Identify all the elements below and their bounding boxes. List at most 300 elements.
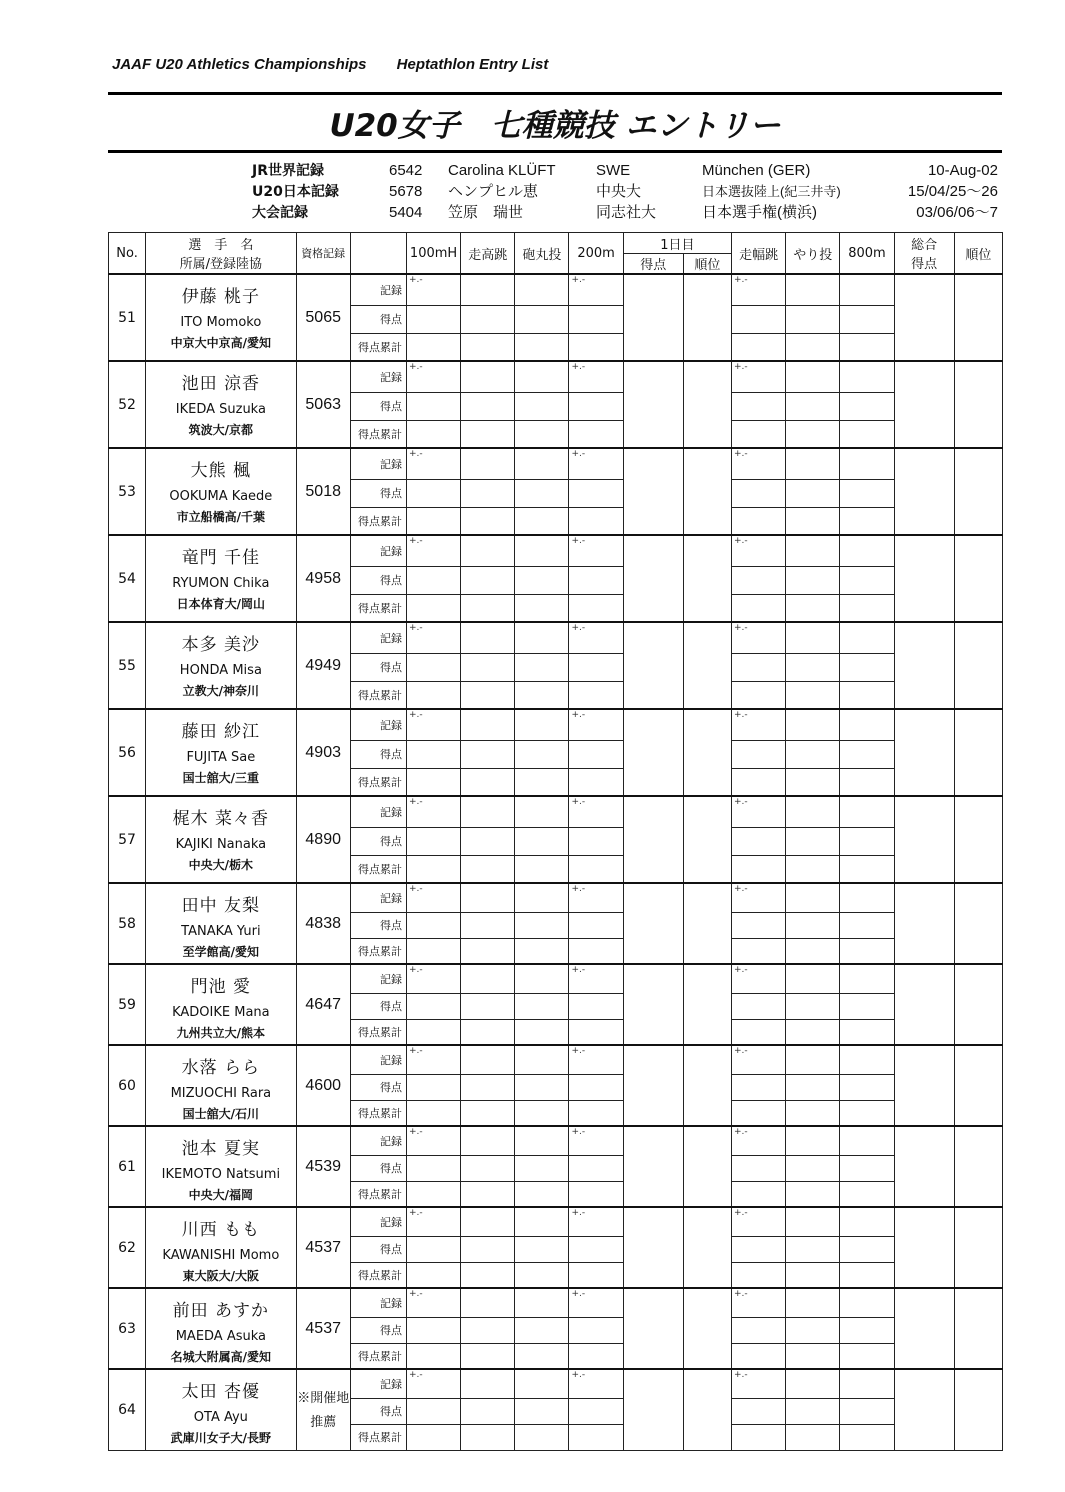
result-cell	[786, 938, 840, 964]
athlete-name-jp: 前田 あすか	[172, 1301, 270, 1321]
athlete-name-en: KAWANISHI Momo	[162, 1248, 280, 1263]
result-cell	[786, 1181, 840, 1207]
result-cell	[515, 1181, 569, 1207]
result-cell	[461, 1207, 515, 1236]
result-cell	[569, 479, 623, 507]
result-cell	[840, 653, 894, 681]
result-cell	[406, 333, 460, 361]
athlete-affiliation: 中央大/栃木	[188, 858, 254, 872]
day1-rank-cell	[683, 448, 731, 535]
result-cell	[406, 938, 460, 964]
wind-cell: +.-	[732, 1126, 786, 1155]
row-label: 得点	[350, 740, 406, 768]
result-cell	[406, 1019, 460, 1045]
day1-points-cell	[623, 883, 683, 964]
result-cell	[515, 1126, 569, 1155]
result-cell	[406, 1317, 460, 1343]
result-cell	[732, 1398, 786, 1424]
table-row	[109, 964, 1003, 993]
result-cell	[786, 448, 840, 479]
result-cell	[840, 1236, 894, 1262]
document-header	[112, 56, 548, 73]
total-points-cell	[894, 796, 954, 883]
col-name	[146, 233, 297, 275]
result-cell	[515, 768, 569, 796]
athlete-name-jp: 梶木 菜々香	[172, 809, 270, 829]
wind-cell: +.-	[732, 1045, 786, 1074]
result-cell	[786, 1369, 840, 1398]
result-cell	[840, 1045, 894, 1074]
athlete-name-en: OOKUMA Kaede	[169, 489, 273, 504]
col-event-6: やり投	[786, 233, 840, 275]
list-name: Heptathlon Entry List	[396, 56, 549, 73]
result-cell	[406, 1236, 460, 1262]
athlete-name-cell	[146, 274, 297, 361]
col-event-2: 走高跳	[461, 233, 515, 275]
result-cell	[840, 1317, 894, 1343]
athlete-number: 53	[109, 448, 146, 535]
qualifying-mark: 4958	[296, 535, 350, 622]
col-row-label	[350, 233, 406, 275]
result-cell	[840, 1262, 894, 1288]
wind-cell: +.-	[406, 622, 460, 653]
result-cell	[840, 1369, 894, 1398]
col-total	[894, 233, 954, 275]
result-cell	[786, 964, 840, 993]
page-title: U20女子 七種競技 エントリー	[329, 108, 781, 144]
result-cell	[569, 594, 623, 622]
result-cell	[840, 448, 894, 479]
result-cell	[569, 1317, 623, 1343]
athlete-name-en: ITO Momoko	[180, 315, 262, 330]
athlete-affiliation: 日本体育大/岡山	[176, 597, 266, 611]
wind-cell: +.-	[732, 622, 786, 653]
result-cell	[786, 622, 840, 653]
result-cell	[732, 1262, 786, 1288]
row-label: 得点累計	[350, 507, 406, 535]
record-points: 5404	[389, 204, 423, 221]
result-cell	[786, 855, 840, 883]
result-cell	[569, 507, 623, 535]
wind-cell: +.-	[406, 274, 460, 305]
result-cell	[461, 912, 515, 938]
result-cell	[515, 1343, 569, 1369]
table-row	[109, 448, 1003, 479]
col-rank: 順位	[954, 233, 1002, 275]
row-label: 記録	[350, 709, 406, 740]
result-cell	[786, 1424, 840, 1450]
row-label: 得点累計	[350, 594, 406, 622]
day1-points-cell	[623, 361, 683, 448]
result-cell	[840, 855, 894, 883]
championship-name: JAAF U20 Athletics Championships	[112, 56, 367, 73]
record-points: 6542	[389, 162, 423, 179]
result-cell	[569, 392, 623, 420]
wind-cell: +.-	[569, 709, 623, 740]
table-row	[109, 361, 1003, 392]
result-cell	[840, 681, 894, 709]
col-total-bottom: 得点	[911, 257, 938, 272]
result-cell	[515, 1019, 569, 1045]
wind-cell: +.-	[569, 1045, 623, 1074]
athlete-affiliation: 中央大/福岡	[188, 1188, 254, 1202]
result-cell	[515, 1369, 569, 1398]
result-cell	[569, 1398, 623, 1424]
result-cell	[406, 479, 460, 507]
total-points-cell	[894, 709, 954, 796]
result-cell	[840, 535, 894, 566]
result-cell	[840, 361, 894, 392]
col-total-top: 総合	[911, 238, 938, 253]
rank-cell	[954, 709, 1002, 796]
result-cell	[406, 1155, 460, 1181]
result-cell	[840, 305, 894, 333]
result-cell	[515, 1045, 569, 1074]
qualifying-mark: 4890	[296, 796, 350, 883]
row-label: 記録	[350, 883, 406, 912]
row-label: 得点	[350, 1317, 406, 1343]
result-cell	[461, 1019, 515, 1045]
result-cell	[786, 1398, 840, 1424]
athlete-name-en: MAEDA Asuka	[175, 1329, 267, 1344]
table-row	[109, 883, 1003, 912]
athlete-name-jp: 池本 夏実	[181, 1139, 261, 1159]
record-name: ヘンプヒル恵	[448, 183, 539, 200]
day1-points-cell	[623, 964, 683, 1045]
result-cell	[840, 1100, 894, 1126]
wind-cell: +.-	[732, 274, 786, 305]
result-cell	[786, 740, 840, 768]
col-name-top: 選 手 名	[188, 238, 254, 253]
athlete-affiliation: 九州共立大/熊本	[176, 1026, 266, 1040]
result-cell	[732, 566, 786, 594]
result-cell	[732, 1343, 786, 1369]
row-label: 得点累計	[350, 420, 406, 448]
result-cell	[786, 507, 840, 535]
day1-points-cell	[623, 274, 683, 361]
result-cell	[515, 448, 569, 479]
result-cell	[840, 479, 894, 507]
result-cell	[515, 709, 569, 740]
day1-rank-cell	[683, 361, 731, 448]
table-row	[109, 1126, 1003, 1155]
result-cell	[515, 333, 569, 361]
row-label: 記録	[350, 964, 406, 993]
day1-points-cell	[623, 448, 683, 535]
col-event-3: 砲丸投	[515, 233, 569, 275]
result-cell	[461, 938, 515, 964]
row-label: 記録	[350, 1045, 406, 1074]
wind-cell: +.-	[569, 1369, 623, 1398]
wind-cell: +.-	[569, 361, 623, 392]
result-cell	[569, 1236, 623, 1262]
result-cell	[515, 912, 569, 938]
athlete-affiliation: 市立船橋高/千葉	[176, 510, 266, 524]
result-cell	[515, 622, 569, 653]
result-cell	[515, 566, 569, 594]
wind-cell: +.-	[732, 1288, 786, 1317]
athlete-name-en: HONDA Misa	[179, 663, 262, 678]
wind-cell: +.-	[406, 1045, 460, 1074]
day1-rank-cell	[683, 274, 731, 361]
athlete-number: 64	[109, 1369, 146, 1450]
record-label: 大会記録	[252, 205, 308, 221]
athlete-number: 57	[109, 796, 146, 883]
result-cell	[840, 993, 894, 1019]
result-cell	[569, 768, 623, 796]
result-cell	[406, 1100, 460, 1126]
result-cell	[406, 1074, 460, 1100]
result-cell	[461, 535, 515, 566]
result-cell	[569, 1424, 623, 1450]
row-label: 記録	[350, 535, 406, 566]
qualifying-mark: 4539	[296, 1126, 350, 1207]
row-label: 得点累計	[350, 855, 406, 883]
result-cell	[515, 1100, 569, 1126]
total-points-cell	[894, 964, 954, 1045]
result-cell	[732, 507, 786, 535]
athlete-name-en: MIZUOCHI Rara	[170, 1086, 272, 1101]
result-cell	[786, 1045, 840, 1074]
result-cell	[461, 1100, 515, 1126]
result-cell	[840, 1155, 894, 1181]
result-cell	[786, 566, 840, 594]
result-cell	[406, 855, 460, 883]
record-place: München (GER)	[702, 162, 811, 179]
total-points-cell	[894, 1288, 954, 1369]
wind-cell: +.-	[569, 274, 623, 305]
athlete-name-cell	[146, 1045, 297, 1126]
result-cell	[515, 883, 569, 912]
athlete-name-cell	[146, 1288, 297, 1369]
result-cell	[461, 1424, 515, 1450]
result-cell	[840, 796, 894, 827]
result-cell	[461, 964, 515, 993]
result-cell	[461, 855, 515, 883]
result-cell	[732, 740, 786, 768]
result-cell	[406, 305, 460, 333]
athlete-name-en: IKEMOTO Natsumi	[161, 1167, 281, 1182]
result-cell	[515, 681, 569, 709]
day1-points-cell	[623, 1207, 683, 1288]
athlete-name-cell	[146, 709, 297, 796]
athlete-name-jp: 田中 友梨	[181, 896, 261, 916]
result-cell	[786, 1155, 840, 1181]
athlete-name-en: FUJITA Sae	[186, 750, 256, 765]
result-cell	[515, 479, 569, 507]
row-label: 得点	[350, 827, 406, 855]
result-cell	[461, 333, 515, 361]
result-cell	[840, 1343, 894, 1369]
result-cell	[786, 1262, 840, 1288]
rank-cell	[954, 796, 1002, 883]
day1-points-cell	[623, 709, 683, 796]
record-place: 日本選抜陸上(紀三井寺)	[702, 184, 841, 199]
table-row	[109, 1288, 1003, 1317]
athlete-number: 63	[109, 1288, 146, 1369]
result-cell	[840, 964, 894, 993]
athlete-affiliation: 武庫川女子大/長野	[170, 1431, 272, 1445]
result-cell	[461, 827, 515, 855]
result-cell	[406, 912, 460, 938]
result-cell	[461, 274, 515, 305]
wind-cell: +.-	[732, 1369, 786, 1398]
result-cell	[786, 993, 840, 1019]
wind-cell: +.-	[569, 796, 623, 827]
result-cell	[461, 1288, 515, 1317]
row-label: 得点	[350, 653, 406, 681]
result-cell	[786, 1288, 840, 1317]
result-cell	[515, 796, 569, 827]
record-label: U20日本記録	[252, 184, 339, 200]
record-date: 15/04/25～26	[907, 183, 998, 200]
result-cell	[732, 333, 786, 361]
result-cell	[461, 594, 515, 622]
result-cell	[461, 1181, 515, 1207]
rank-cell	[954, 1126, 1002, 1207]
qualifying-mark: 4600	[296, 1045, 350, 1126]
result-cell	[786, 479, 840, 507]
result-cell	[515, 827, 569, 855]
result-cell	[732, 1181, 786, 1207]
result-cell	[840, 333, 894, 361]
qualifying-mark: 4537	[296, 1207, 350, 1288]
wind-cell: +.-	[732, 448, 786, 479]
rank-cell	[954, 535, 1002, 622]
result-cell	[569, 912, 623, 938]
row-label: 得点	[350, 1074, 406, 1100]
day1-rank-cell	[683, 1126, 731, 1207]
athlete-name-jp: 本多 美沙	[181, 635, 261, 655]
athlete-number: 59	[109, 964, 146, 1045]
result-cell	[732, 993, 786, 1019]
result-cell	[840, 1126, 894, 1155]
result-cell	[840, 1181, 894, 1207]
athlete-name-jp: 太田 杏優	[181, 1382, 261, 1402]
row-label: 記録	[350, 796, 406, 827]
result-cell	[569, 827, 623, 855]
athlete-name-cell	[146, 796, 297, 883]
result-cell	[786, 361, 840, 392]
table-row	[109, 274, 1003, 305]
day1-points-cell	[623, 1288, 683, 1369]
rank-cell	[954, 274, 1002, 361]
wind-cell: +.-	[569, 1126, 623, 1155]
result-cell	[569, 740, 623, 768]
result-cell	[840, 392, 894, 420]
athlete-affiliation: 国士舘大/三重	[182, 771, 260, 785]
total-points-cell	[894, 274, 954, 361]
row-label: 得点	[350, 392, 406, 420]
result-cell	[732, 855, 786, 883]
record-label: JR世界記録	[252, 163, 324, 179]
day1-points-cell	[623, 1126, 683, 1207]
result-cell	[515, 1424, 569, 1450]
athlete-name-cell	[146, 448, 297, 535]
record-date: 10-Aug-02	[927, 162, 998, 179]
result-cell	[732, 1100, 786, 1126]
result-cell	[515, 1207, 569, 1236]
result-cell	[515, 855, 569, 883]
athlete-name-cell	[146, 622, 297, 709]
athlete-affiliation: 至学館高/愛知	[182, 945, 260, 959]
day1-points-cell	[623, 1369, 683, 1450]
athlete-number: 56	[109, 709, 146, 796]
result-cell	[732, 1317, 786, 1343]
result-cell	[569, 681, 623, 709]
result-cell	[569, 993, 623, 1019]
day1-rank-cell	[683, 1369, 731, 1450]
record-name: 笠原 瑞世	[448, 204, 524, 221]
qualifying-mark: 4838	[296, 883, 350, 964]
qualifying-mark: 4903	[296, 709, 350, 796]
wind-cell: +.-	[732, 796, 786, 827]
record-date: 03/06/06～7	[916, 204, 998, 221]
record-place: 日本選手権(横浜)	[702, 204, 817, 221]
result-cell	[786, 1126, 840, 1155]
table-row	[109, 1045, 1003, 1074]
wind-cell: +.-	[732, 361, 786, 392]
result-cell	[515, 392, 569, 420]
col-name-bottom: 所属/登録陸協	[179, 257, 263, 272]
wind-cell: +.-	[406, 448, 460, 479]
table-row	[109, 535, 1003, 566]
wind-cell: +.-	[732, 964, 786, 993]
result-cell	[569, 1181, 623, 1207]
result-cell	[840, 1398, 894, 1424]
result-cell	[732, 653, 786, 681]
result-cell	[840, 1019, 894, 1045]
rank-cell	[954, 1045, 1002, 1126]
result-cell	[840, 827, 894, 855]
qualifying-mark: ※開催地推薦	[296, 1369, 350, 1450]
athlete-name-cell	[146, 1369, 297, 1450]
result-cell	[461, 993, 515, 1019]
athlete-name-en: KADOIKE Mana	[172, 1005, 270, 1020]
athlete-name-cell	[146, 1126, 297, 1207]
row-label: 記録	[350, 1207, 406, 1236]
wind-cell: +.-	[732, 1207, 786, 1236]
result-cell	[786, 1236, 840, 1262]
col-event-1: 100mH	[406, 233, 460, 275]
result-cell	[406, 507, 460, 535]
rank-cell	[954, 1207, 1002, 1288]
result-cell	[461, 361, 515, 392]
result-cell	[515, 420, 569, 448]
athlete-name-jp: 伊藤 桃子	[181, 287, 261, 307]
day1-points-cell	[623, 1045, 683, 1126]
result-cell	[786, 1019, 840, 1045]
result-cell	[406, 392, 460, 420]
wind-cell: +.-	[406, 1126, 460, 1155]
table-row	[109, 1369, 1003, 1398]
result-cell	[515, 361, 569, 392]
title-rule	[108, 150, 1002, 153]
wind-cell: +.-	[406, 535, 460, 566]
result-cell	[840, 938, 894, 964]
result-cell	[732, 827, 786, 855]
athlete-number: 52	[109, 361, 146, 448]
result-cell	[461, 1236, 515, 1262]
result-cell	[786, 709, 840, 740]
athlete-number: 55	[109, 622, 146, 709]
row-label: 得点累計	[350, 938, 406, 964]
result-cell	[461, 740, 515, 768]
wind-cell: +.-	[732, 709, 786, 740]
total-points-cell	[894, 1207, 954, 1288]
result-cell	[461, 1045, 515, 1074]
total-points-cell	[894, 361, 954, 448]
